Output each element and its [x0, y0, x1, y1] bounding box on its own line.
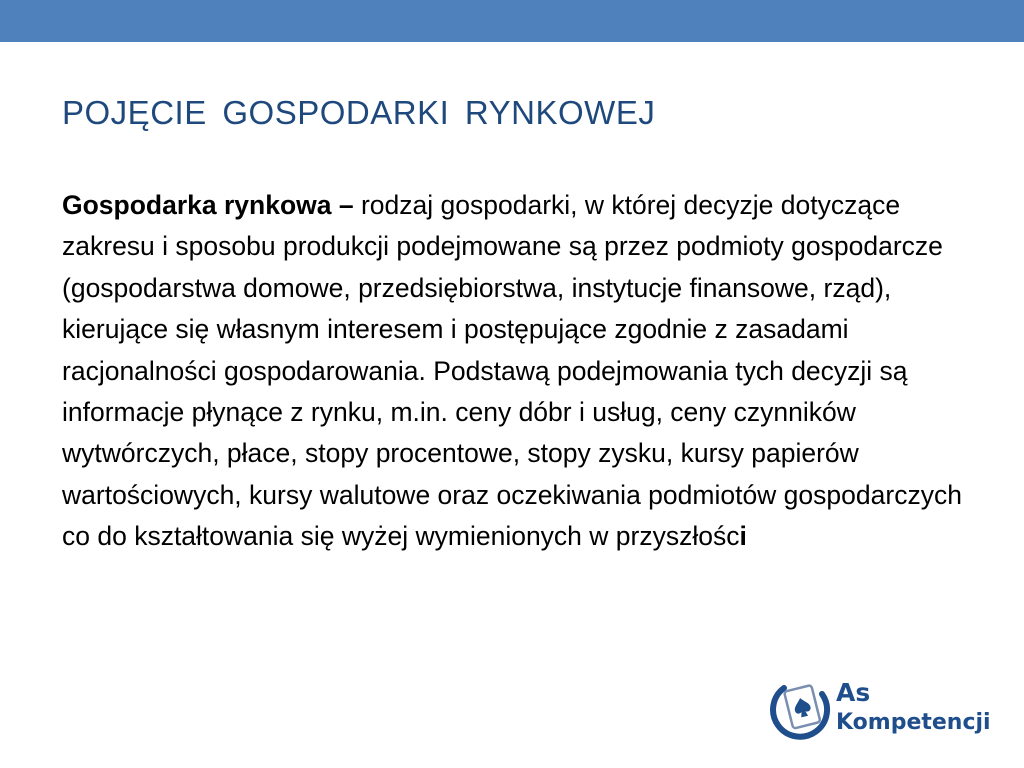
spade-card-icon [770, 674, 834, 746]
as-kompetencji-logo [770, 674, 1000, 746]
logo-line-1: As [836, 678, 871, 707]
logo-line-2: Kompetencji [836, 710, 991, 735]
definition-text: rodzaj gospodarki, w której decyzje dotyczące zakresu i sposobu produkcji podejmowane są przez podmioty gospodarcze (gospodarstwa domowe, przedsiębiorstwa, instytucje finansowe, rząd), kierujące się własnym interesem i postępujące zgodnie z zasadami racjonalności gospodarowania. Podstawą podejmowania tych decyzji są informacje płynące z rynku, m.in. ceny dóbr i usług, ceny czynników wytwórczych, płace, stopy procentowe, stopy zysku, kursy papierów wartościowych, kursy walutowe oraz oczekiwania podmiotów gospodarczych co do kształtowania się wyżej wymienionych w przyszłośc [62, 190, 962, 552]
definition-paragraph [62, 185, 982, 558]
top-accent-bar [0, 0, 1024, 42]
definition-term: Gospodarka rynkowa – [62, 190, 354, 220]
logo-text [836, 678, 991, 738]
definition-last-letter: i [739, 521, 747, 552]
slide-title: POJĘCIE GOSPODARKI RYNKOWEJ [62, 94, 656, 131]
